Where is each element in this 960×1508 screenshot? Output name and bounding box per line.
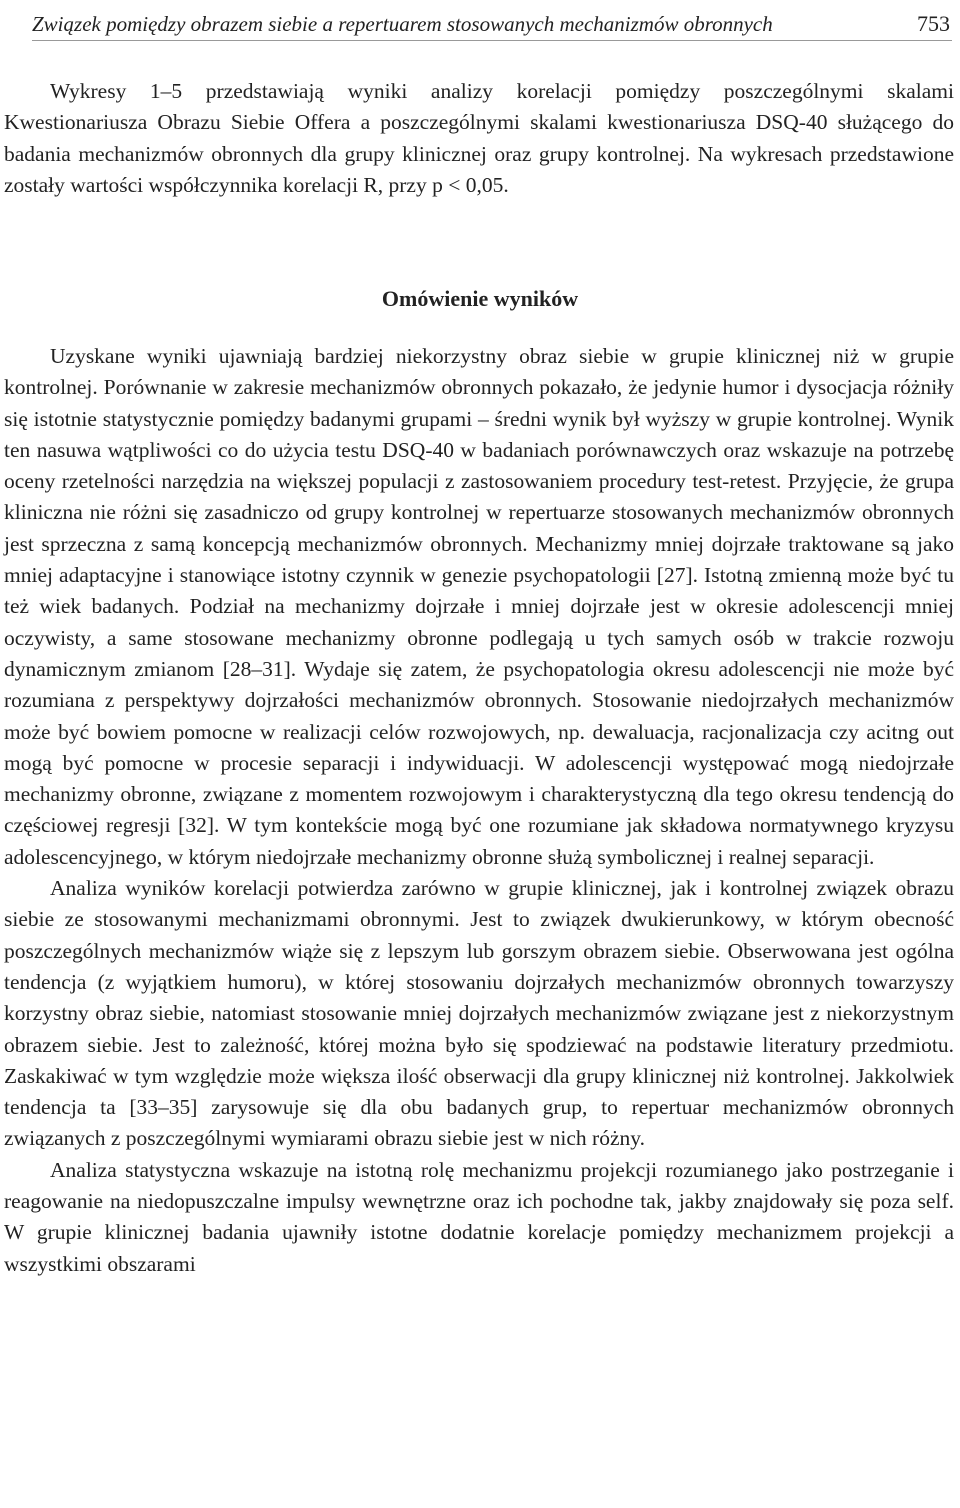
running-title: Związek pomiędzy obrazem siebie a repertuarem stosowanych mechanizmów obronnych [32, 12, 773, 36]
intro-text-block [4, 76, 954, 201]
running-header [32, 4, 952, 41]
discussion-paragraph-2: Analiza wyników korelacji potwierdza zarówno w grupie klinicznej, jak i kontrolnej związek obrazu siebie ze stosowanymi mechanizmami obronnymi. Jest to związek dwukierunkowy, w którym obecność poszczególnych mechanizmów wiąże się z lepszym lub gorszym obrazem siebie. Obserwowana jest ogólna tendencja (z wyjątkiem humoru), w której stosowaniu dojrzałych mechanizmów obronnych towarzyszy korzystny obraz siebie, natomiast stosowanie mniej dojrzałych mechanizmów związane jest z niekorzystnym obrazem siebie. Jest to zależność, której można było się spodziewać na podstawie literatury przedmiotu. Zaskakiwać w tym względzie może większa ilość obserwacji dla grupy klinicznej niż kontrolnej. Jakkolwiek tendencja ta [33–35] zarysowuje się dla obu badanych grup, to repertuar mechanizmów obronnych związanych z poszczególnymi wymiarami obrazu siebie jest w nich różny. [4, 876, 954, 1151]
intro-paragraph: Wykresy 1–5 przedstawiają wyniki analizy korelacji pomiędzy poszczególnymi skalami Kwestionariusza Obrazu Siebie Offera a poszczególnymi skalami kwestionariusza DSQ-40 służącego do badania mechanizmów obronnych dla grupy klinicznej oraz grupy kontrolnej. Na wykresach przedstawione zostały wartości współczynnika korelacji R, przy p < 0,05. [4, 79, 954, 197]
discussion-text-block [4, 341, 954, 1280]
section-heading: Omówienie wyników [381, 286, 579, 311]
discussion-paragraph-3: Analiza statystyczna wskazuje na istotną rolę mechanizmu projekcji rozumianego jako postrzeganie i reagowanie na niedopuszczalne impulsy wewnętrzne oraz ich pochodne tak, jakby znajdowały się poza self. W grupie klinicznej badania ujawniły istotne dodatnie korelacje pomiędzy mechanizmem projekcji a wszystkimi obszarami [4, 1157, 954, 1276]
page-number: 753 [917, 11, 950, 36]
discussion-paragraph-1: Uzyskane wyniki ujawniają bardziej niekorzystny obraz siebie w grupie klinicznej niż w grupie kontrolnej. Porównanie w zakresie mechanizmów obronnych pokazało, że jedynie humor i dysocjacja różniły się istotnie statystycznie pomiędzy badanymi grupami – średni wynik był wyższy w grupie kontrolnej. Wynik ten nasuwa wątpliwości co do użycia testu DSQ-40 w badaniach porównawczych oraz wskazuje na potrzebę oceny rzetelności narzędzia na większej populacji z zastosowaniem procedury test-retest. Przyjęcie, że grupa kliniczna nie różni się zasadniczo od grupy kontrolnej w repertuarze stosowanych mechanizmów obronnych jest sprzeczna z samą koncepcją mechanizmów obronnych. Mechanizmy mniej dojrzałe traktowane są jako mniej adaptacyjne i stanowiące istotny czynnik w genezie psychopatologii [27]. Istotną zmienną może być tu też wiek badanych. Podział na mechanizmy dojrzałe i mniej dojrzałe jest w okresie adolescencji mniej oczywisty, a same stosowane mechanizmy obronne podlegają u tych samych osób w trakcie rozwoju dynamicznym zmianom [28–31]. Wydaje się zatem, że psychopatologia okresu adolescencji nie może być rozumiana z perspektywy dojrzałości mechanizmów obronnych. Stosowanie niedojrzałych mechanizmów może być bowiem pomocne w realizacji celów rozwojowych, np. dewaluacja, racjonalizacja czy acitng out mogą być pomocne w procesie separacji i indywiduacji. W adolescencji występować mogą niedojrzałe mechanizmy obronne, związane z momentem rozwojowym i charakterystyczną dla tego okresu tendencją do częściowej regresji [32]. W tym kontekście mogą być one rozumiane jak składowa normatywnego kryzysu adolescencyjnego, w którym niedojrzałe mechanizmy obronne służą symbolicznej i realnej separacji. [4, 344, 954, 869]
